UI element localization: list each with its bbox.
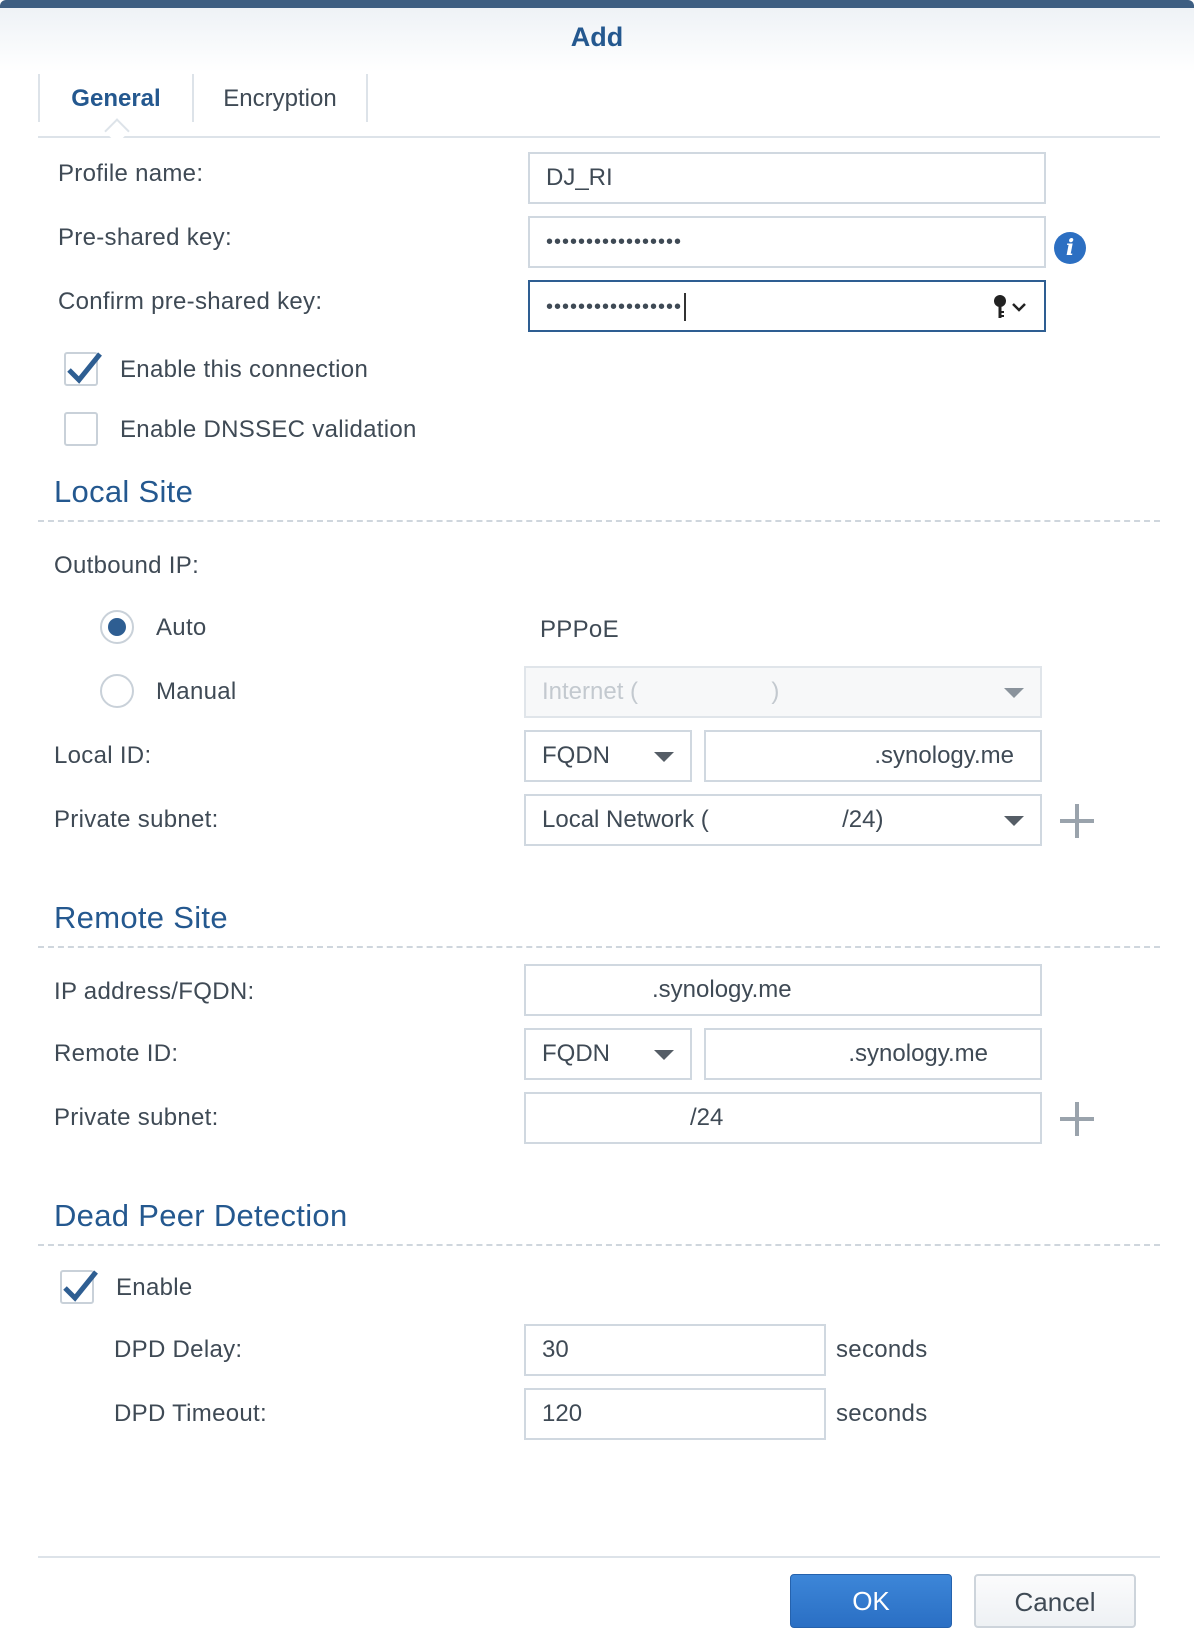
checkmark-icon bbox=[60, 1266, 102, 1306]
profile-name-input[interactable]: DJ_RI bbox=[528, 152, 1046, 204]
auto-radio[interactable] bbox=[100, 610, 134, 644]
info-icon[interactable]: i bbox=[1054, 232, 1086, 264]
remote-ip-label: IP address/FQDN: bbox=[54, 978, 255, 1005]
checkmark-icon bbox=[64, 348, 106, 388]
manual-interface-select bbox=[524, 666, 1042, 718]
remote-private-subnet-input[interactable]: /24 bbox=[524, 1092, 1042, 1144]
manual-radio[interactable] bbox=[100, 674, 134, 708]
psk-label: Pre-shared key: bbox=[58, 224, 232, 251]
remote-id-type-select[interactable] bbox=[524, 1028, 692, 1080]
manual-interface-value: Internet ( ) bbox=[542, 678, 780, 705]
psk-input[interactable]: ••••••••••••••••• bbox=[528, 216, 1046, 268]
ok-button[interactable]: OK bbox=[790, 1574, 952, 1628]
tab-encryption[interactable]: Encryption bbox=[223, 85, 337, 112]
local-private-subnet-label: Private subnet: bbox=[54, 806, 219, 833]
dpd-enable-label: Enable bbox=[116, 1274, 193, 1301]
dpd-timeout-unit: seconds bbox=[836, 1400, 928, 1427]
dropdown-arrow-icon bbox=[654, 752, 674, 762]
text-cursor bbox=[684, 293, 686, 321]
remote-id-label: Remote ID: bbox=[54, 1040, 179, 1067]
local-private-subnet-select[interactable] bbox=[524, 794, 1042, 846]
manual-label: Manual bbox=[156, 678, 237, 705]
dpd-timeout-label: DPD Timeout: bbox=[114, 1400, 267, 1427]
remote-id-type-value: FQDN bbox=[542, 1040, 610, 1067]
section-divider bbox=[38, 946, 1160, 948]
dpd-delay-unit: seconds bbox=[836, 1336, 928, 1363]
dialog-top-bar bbox=[0, 0, 1194, 8]
local-private-subnet-value: Local Network ( /24) bbox=[542, 806, 884, 833]
confirm-psk-value: ••••••••••••••••• bbox=[546, 296, 683, 318]
enable-connection-label: Enable this connection bbox=[120, 356, 369, 383]
auto-value: PPPoE bbox=[540, 616, 619, 643]
tab-bar bbox=[38, 74, 1160, 138]
dpd-delay-input[interactable]: 30 bbox=[524, 1324, 826, 1376]
remote-private-subnet-label: Private subnet: bbox=[54, 1104, 219, 1131]
enable-connection-checkbox[interactable] bbox=[64, 352, 98, 386]
dropdown-arrow-icon bbox=[1004, 688, 1024, 698]
dropdown-arrow-icon bbox=[1004, 816, 1024, 826]
add-local-subnet-plus-icon[interactable] bbox=[1060, 804, 1094, 838]
dpd-delay-label: DPD Delay: bbox=[114, 1336, 243, 1363]
key-icon[interactable] bbox=[992, 294, 1032, 320]
local-id-type-value: FQDN bbox=[542, 742, 610, 769]
local-id-input[interactable]: .synology.me bbox=[704, 730, 1042, 782]
auto-label: Auto bbox=[156, 614, 207, 641]
confirm-psk-label: Confirm pre-shared key: bbox=[58, 288, 323, 315]
dialog-title: Add bbox=[570, 22, 624, 52]
dpd-title: Dead Peer Detection bbox=[54, 1198, 348, 1233]
remote-site-title: Remote Site bbox=[54, 900, 228, 935]
tab-divider bbox=[366, 74, 368, 122]
footer-divider bbox=[38, 1556, 1160, 1558]
remote-id-input[interactable]: .synology.me bbox=[704, 1028, 1042, 1080]
section-divider bbox=[38, 520, 1160, 522]
local-id-label: Local ID: bbox=[54, 742, 152, 769]
section-divider bbox=[38, 1244, 1160, 1246]
local-id-type-select[interactable] bbox=[524, 730, 692, 782]
add-remote-subnet-plus-icon[interactable] bbox=[1060, 1102, 1094, 1136]
outbound-ip-label: Outbound IP: bbox=[54, 552, 200, 579]
profile-name-label: Profile name: bbox=[58, 160, 204, 187]
confirm-psk-input[interactable] bbox=[528, 280, 1046, 332]
local-site-title: Local Site bbox=[54, 474, 194, 509]
dialog-titlebar bbox=[0, 8, 1194, 72]
dpd-enable-checkbox[interactable] bbox=[60, 1270, 94, 1304]
enable-dnssec-checkbox[interactable] bbox=[64, 412, 98, 446]
dpd-timeout-input[interactable]: 120 bbox=[524, 1388, 826, 1440]
remote-ip-input[interactable]: .synology.me bbox=[524, 964, 1042, 1016]
dropdown-arrow-icon bbox=[654, 1050, 674, 1060]
tab-general[interactable]: General bbox=[71, 85, 161, 112]
enable-dnssec-label: Enable DNSSEC validation bbox=[120, 416, 417, 443]
cancel-button[interactable]: Cancel bbox=[974, 1574, 1136, 1628]
